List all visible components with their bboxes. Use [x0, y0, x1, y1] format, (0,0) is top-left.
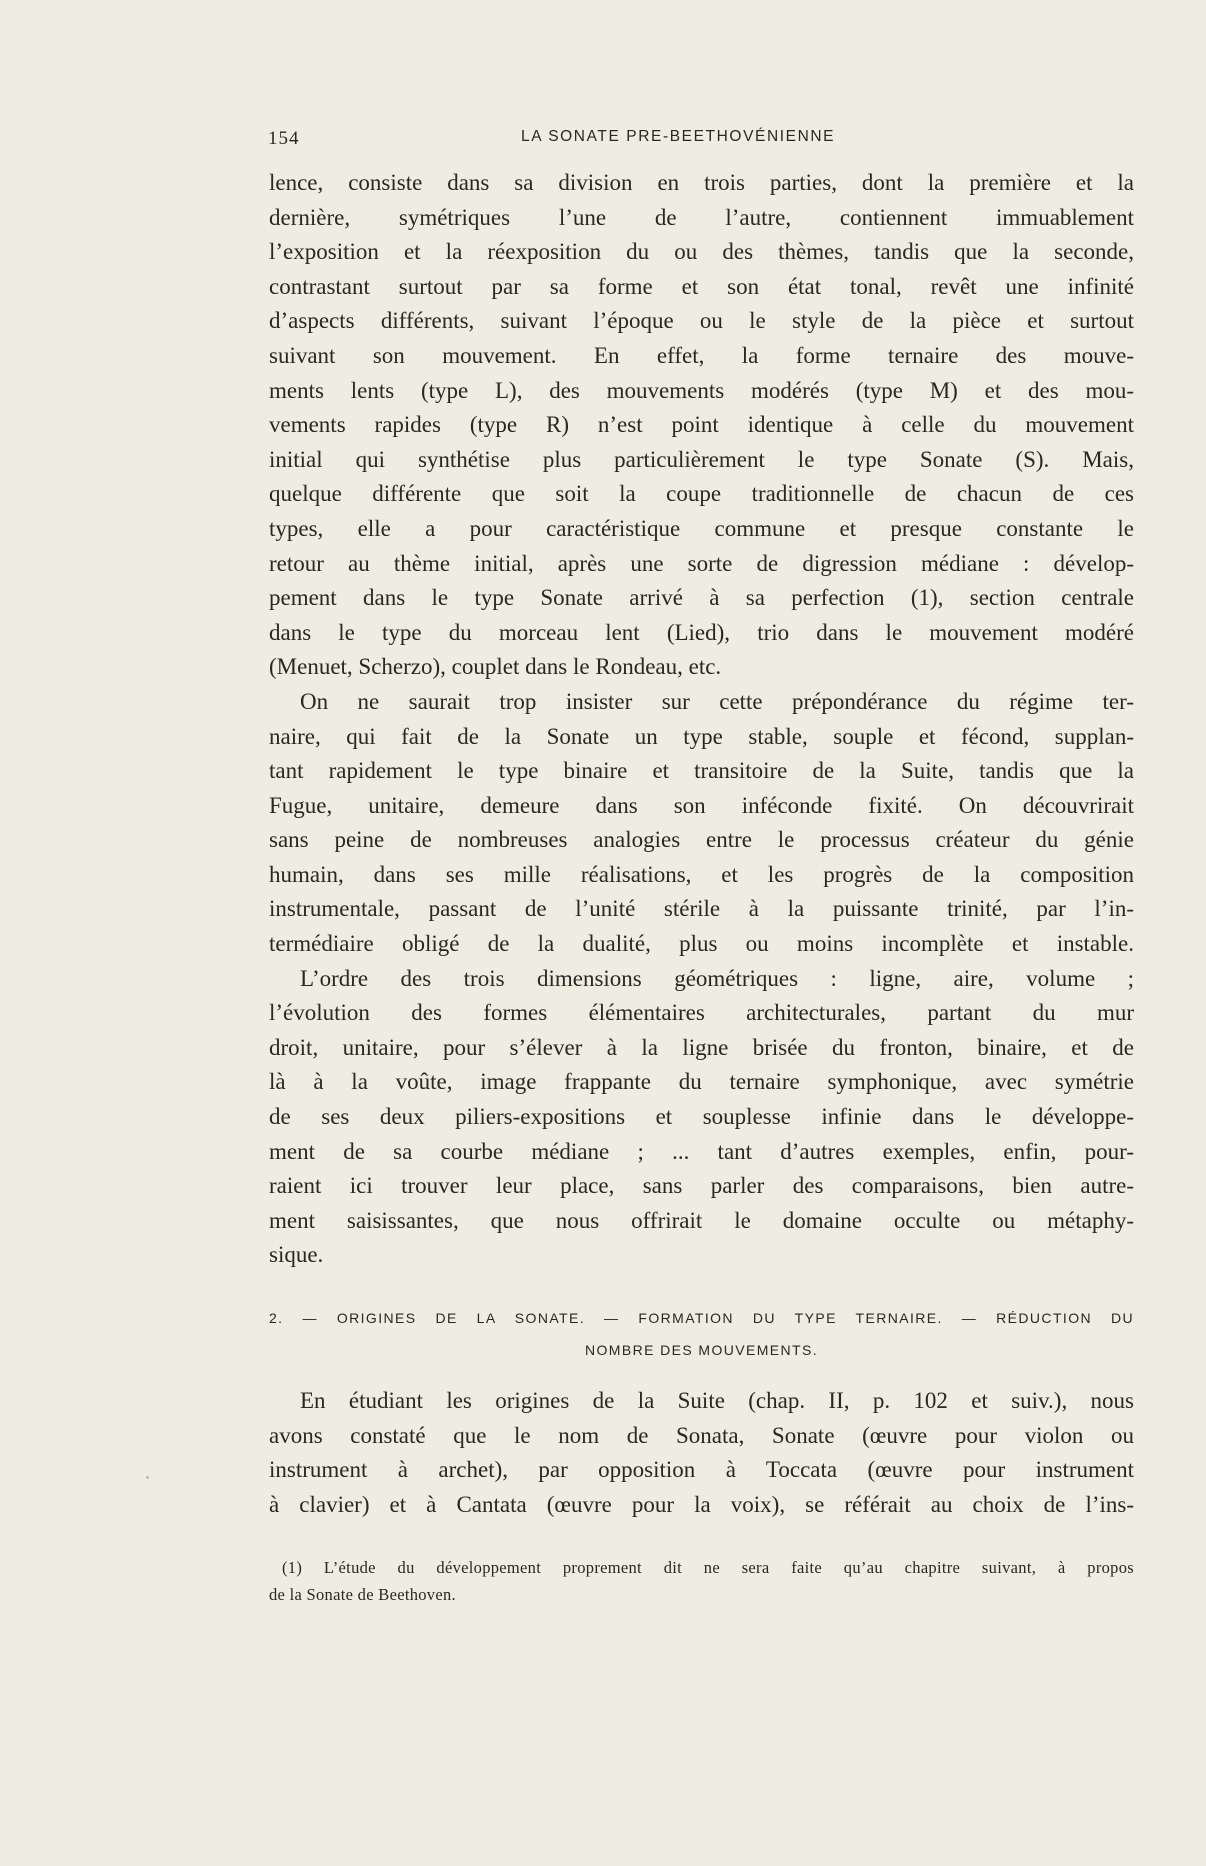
- paragraph: [269, 962, 1134, 1273]
- text-line: lence, consiste dans sa division en trois parties, dont la première et la: [269, 170, 1134, 195]
- text-line: tant rapidement le type binaire et transitoire de la Suite, tandis que la: [269, 758, 1134, 784]
- text-line: quelque différente que soit la coupe traditionnelle de chacun de ces: [269, 481, 1134, 507]
- page-number: 154: [268, 128, 300, 149]
- text-line: sique.: [269, 1242, 324, 1268]
- paragraph: [269, 166, 1134, 685]
- text-line: ments lents (type L), des mouvements modérés (type M) et des mou-: [269, 377, 1134, 403]
- text-line: l’évolution des formes élémentaires architecturales, partant du mur: [269, 1000, 1134, 1026]
- text-line: termédiaire obligé de la dualité, plus ou moins incomplète et instable.: [269, 931, 1134, 957]
- section-heading: [269, 1302, 1134, 1366]
- text-line: (Menuet, Scherzo), couplet dans le Rondeau, etc.: [269, 654, 722, 680]
- text-line: Fugue, unitaire, demeure dans son inféconde fixité. On découvrirait: [269, 792, 1134, 818]
- footnote-line: (1) L’étude du développement proprement dit ne sera faite qu’au chapitre suivant, à propos: [282, 1558, 1134, 1577]
- running-head: LA SONATE PRE-BEETHOVÉNIENNE: [521, 128, 836, 145]
- body-text-upper: [269, 166, 1134, 1273]
- body-text-lower: [269, 1384, 1134, 1522]
- paragraph: [269, 685, 1134, 962]
- text-line: là à la voûte, image frappante du ternaire symphonique, avec symétrie: [269, 1069, 1134, 1095]
- text-line: humain, dans ses mille réalisations, et les progrès de la composition: [269, 861, 1134, 887]
- text-line: dans le type du morceau lent (Lied), trio dans le mouvement modéré: [269, 619, 1134, 645]
- footnote-line: de la Sonate de Beethoven.: [269, 1585, 456, 1604]
- text-line: instrumentale, passant de l’unité stérile à la puissante trinité, par l’in-: [269, 896, 1134, 922]
- text-line: suivant son mouvement. En effet, la forme ternaire des mouve-: [269, 342, 1134, 368]
- text-line: naire, qui fait de la Sonate un type stable, souple et fécond, supplan-: [269, 723, 1134, 749]
- text-line: L’ordre des trois dimensions géométriques : ligne, aire, volume ;: [300, 965, 1134, 991]
- text-line: contrastant surtout par sa forme et son état tonal, revêt une infinité: [269, 273, 1134, 299]
- text-line: raient ici trouver leur place, sans parler des comparaisons, bien autre-: [269, 1173, 1134, 1199]
- text-line: ment saisissantes, que nous offrirait le domaine occulte ou métaphy-: [269, 1207, 1134, 1233]
- text-line: vements rapides (type R) n’est point identique à celle du mouvement: [269, 412, 1134, 438]
- text-line: avons constaté que le nom de Sonata, Sonate (œuvre pour violon ou: [269, 1422, 1134, 1448]
- text-line: l’exposition et la réexposition du ou des thèmes, tandis que la seconde,: [269, 239, 1134, 265]
- section-heading-line: NOMBRE DES MOUVEMENTS.: [584, 1342, 819, 1358]
- text-line: instrument à archet), par opposition à Toccata (œuvre pour instrument: [269, 1457, 1134, 1483]
- text-line: de ses deux piliers-expositions et souplesse infinie dans le développe-: [269, 1104, 1134, 1130]
- section-heading-line: 2. — ORIGINES DE LA SONATE. — FORMATION DU TYPE TERNAIRE. — RÉDUCTION DU: [269, 1310, 1134, 1326]
- text-line: sans peine de nombreuses analogies entre le processus créateur du génie: [269, 827, 1134, 853]
- text-line: dernière, symétriques l’une de l’autre, contiennent immuablement: [269, 204, 1134, 230]
- paper-speck: [146, 1476, 149, 1479]
- text-line: pement dans le type Sonate arrivé à sa perfection (1), section centrale: [269, 585, 1134, 611]
- footnote: [269, 1554, 1134, 1608]
- text-line: ment de sa courbe médiane ; ... tant d’autres exemples, enfin, pour-: [269, 1138, 1134, 1164]
- page-header: [268, 124, 1130, 154]
- text-line: droit, unitaire, pour s’élever à la ligne brisée du fronton, binaire, et de: [269, 1034, 1134, 1060]
- text-line: types, elle a pour caractéristique commune et presque constante le: [269, 515, 1134, 541]
- text-line: En étudiant les origines de la Suite (chap. II, p. 102 et suiv.), nous: [300, 1388, 1134, 1413]
- text-line: à clavier) et à Cantata (œuvre pour la voix), se référait au choix de l’ins-: [269, 1491, 1134, 1517]
- text-line: retour au thème initial, après une sorte de digression médiane : dévelop-: [269, 550, 1134, 576]
- text-line: d’aspects différents, suivant l’époque ou le style de la pièce et surtout: [269, 308, 1134, 334]
- text-line: On ne saurait trop insister sur cette prépondérance du régime ter-: [300, 688, 1134, 714]
- text-line: initial qui synthétise plus particulièrement le type Sonate (S). Mais,: [269, 446, 1134, 472]
